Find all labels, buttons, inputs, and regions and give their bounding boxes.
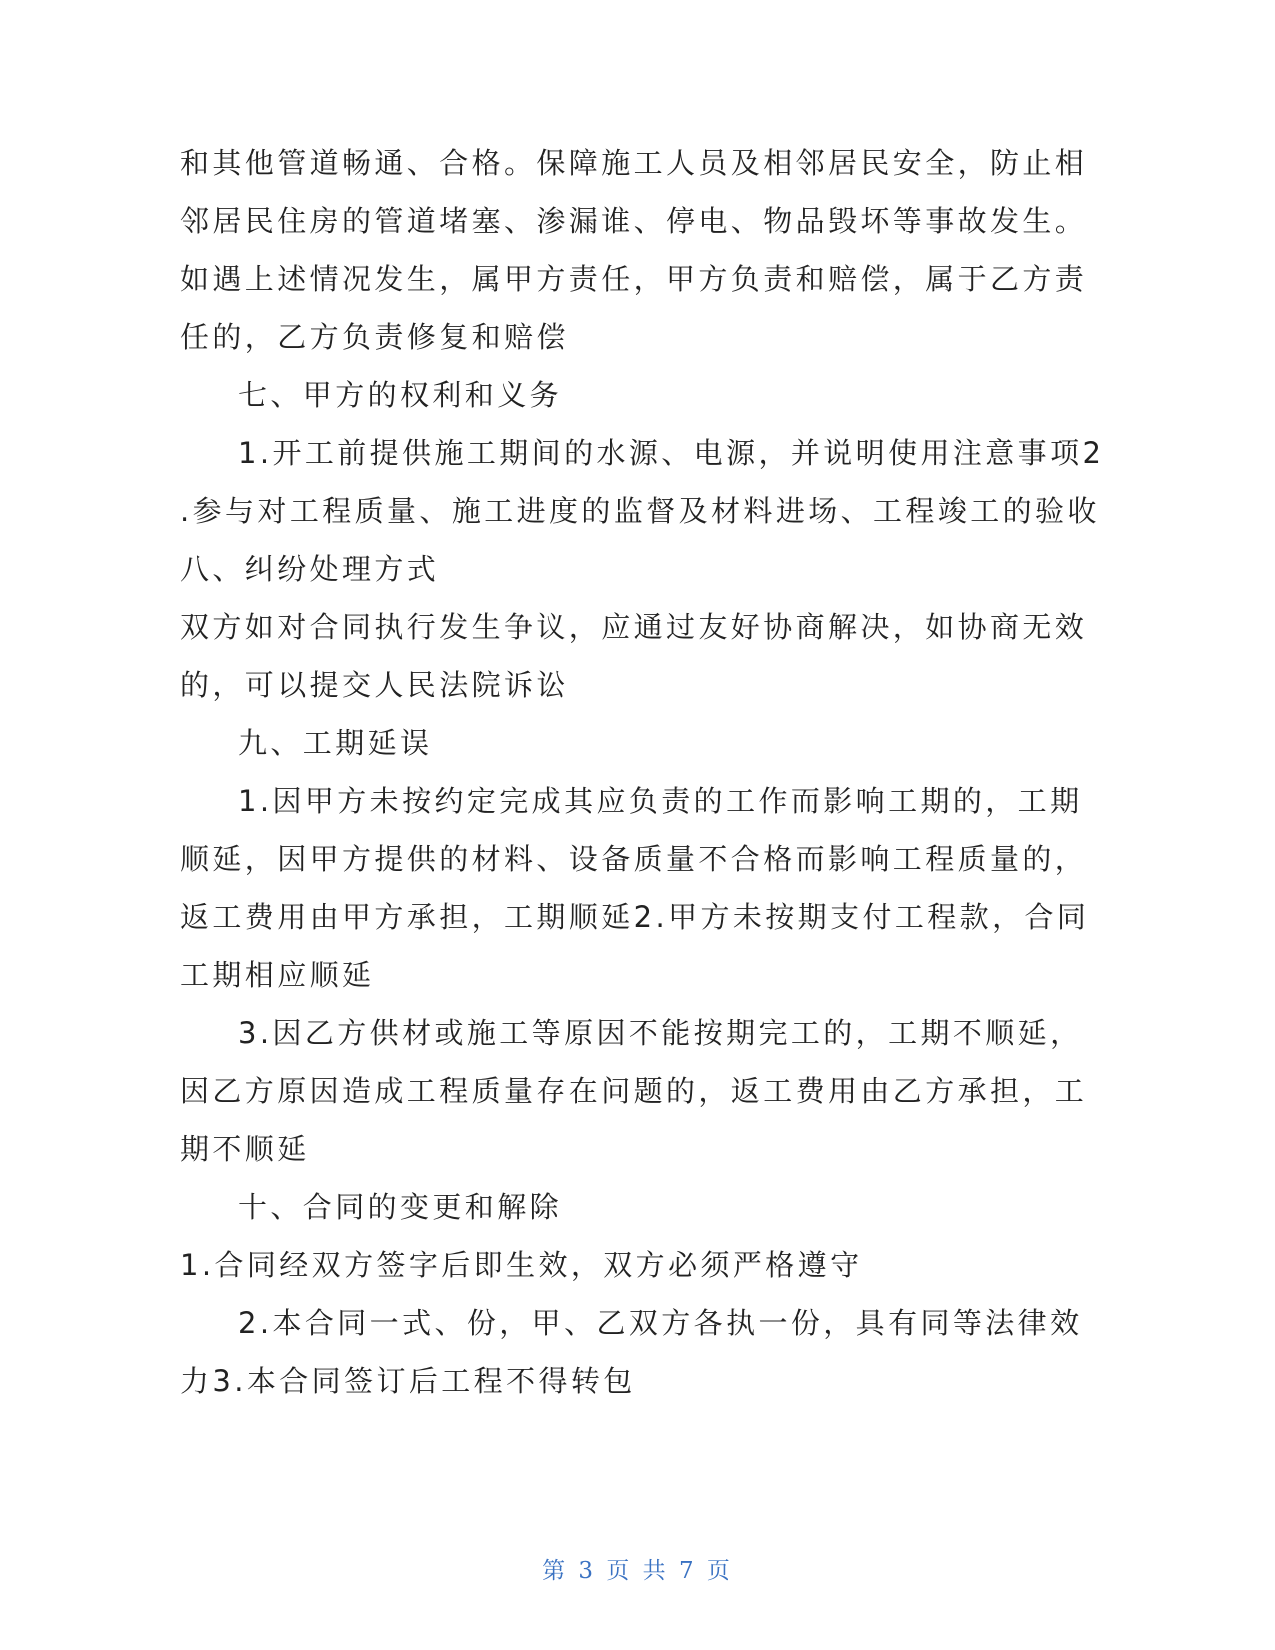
body-text-line: 1.合同经双方签字后即生效，双方必须严格遵守 bbox=[180, 1248, 863, 1282]
section-heading-7: 七、甲方的权利和义务 bbox=[238, 378, 563, 412]
body-text-line: 的，可以提交人民法院诉讼 bbox=[180, 668, 569, 702]
body-text-line: 2.本合同一式、份，甲、乙双方各执一份，具有同等法律效 bbox=[238, 1306, 1083, 1340]
body-text-line: 期不顺延 bbox=[180, 1132, 310, 1166]
body-text-line: 工期相应顺延 bbox=[180, 958, 375, 992]
section-heading-8: 八、纠纷处理方式 bbox=[180, 552, 440, 586]
section-heading-9: 九、工期延误 bbox=[238, 726, 433, 760]
body-text-line: 返工费用由甲方承担，工期顺延2.甲方未按期支付工程款，合同 bbox=[180, 900, 1090, 934]
body-text-line: 1.因甲方未按约定完成其应负责的工作而影响工期的，工期 bbox=[238, 784, 1083, 818]
section-heading-10: 十、合同的变更和解除 bbox=[238, 1190, 563, 1224]
body-text-line: 任的，乙方负责修复和赔偿 bbox=[180, 320, 569, 354]
body-text-line: 和其他管道畅通、合格。保障施工人员及相邻居民安全，防止相 bbox=[180, 146, 1088, 180]
body-text-line: 顺延，因甲方提供的材料、设备质量不合格而影响工程质量的， bbox=[180, 842, 1088, 876]
body-text-line: 因乙方原因造成工程质量存在问题的，返工费用由乙方承担，工 bbox=[180, 1074, 1088, 1108]
page-number-footer: 第 3 页 共 7 页 bbox=[542, 1558, 733, 1584]
body-text-line: 1.开工前提供施工期间的水源、电源，并说明使用注意事项2 bbox=[238, 436, 1105, 470]
body-text-line: 如遇上述情况发生，属甲方责任，甲方负责和赔偿，属于乙方责 bbox=[180, 262, 1088, 296]
body-text-line: 双方如对合同执行发生争议，应通过友好协商解决，如协商无效 bbox=[180, 610, 1088, 644]
body-text-line: 邻居民住房的管道堵塞、渗漏谁、停电、物品毁坏等事故发生。 bbox=[180, 204, 1088, 238]
body-text-line: 力3.本合同签订后工程不得转包 bbox=[180, 1364, 636, 1398]
body-text-line: .参与对工程质量、施工进度的监督及材料进场、工程竣工的验收 bbox=[180, 494, 1100, 528]
body-text-line: 3.因乙方供材或施工等原因不能按期完工的，工期不顺延， bbox=[238, 1016, 1083, 1050]
